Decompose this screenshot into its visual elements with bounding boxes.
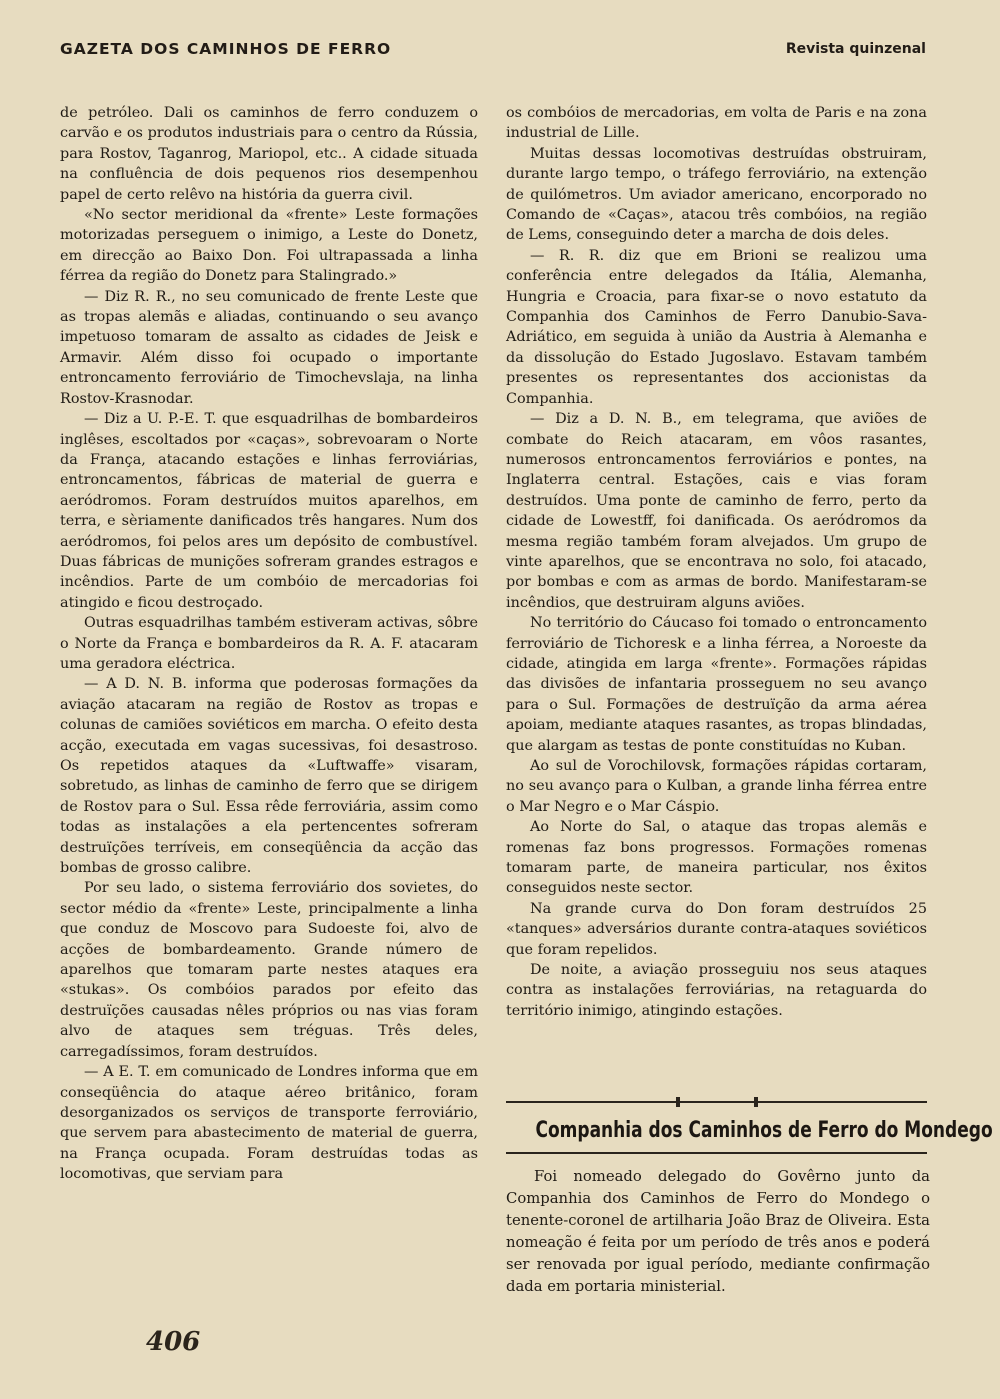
paragraph: Muitas dessas locomotivas destruídas obstruiram, durante largo tempo, o tráfego ferroviário, na extenção de quilómetros. Um aviador americano, encorporado no Comando de «Caças», atacou três combóios, na região de Lems, conseguindo deter a marcha de dois deles.: [506, 145, 927, 244]
paragraph: de petróleo. Dali os caminhos de ferro conduzem o carvão e os produtos industriais para o centro da Rússia, para Rostov, Taganrog, Mariopol, etc.. A cidade situada na confluência de dois pequenos rios desempenhou papel de certo relêvo na história da guerra civil.: [60, 105, 478, 203]
paragraph: — Diz a U. P.-E. T. que esquadrilhas de bombardeiros inglêses, escoltados por «caças», sobrevoaram o Norte da França, atacando estações e linhas ferroviárias, entroncamentos, fábricas de material de guerra e aeródromos. Foram destruídos muitos aparelhos, em terra, e sèriamente danificados três hangares. Num dos aeródromos, foi pelos ares um depósito de combustível. Duas fábricas de munições sofreram grandes estragos e incêndios. Parte de um combóio de mercadorias foi atingido e ficou destroçado.: [60, 411, 478, 611]
paragraph: Por seu lado, o sistema ferroviário dos sovietes, do sector médio da «frente» Leste, principalmente a linha que conduz de Moscovo para Sudoeste foi, alvo de acções de bombardeamento. Grande número de aparelhos que tomaram parte nestes ataques era «stukas». Os combóios parados por efeito das destruïções causadas nêles próprios ou nas vias foram alvo de ataques sem tréguas. Três deles, carregadíssimos, foram destruídos.: [60, 880, 478, 1060]
paragraph: Ao sul de Vorochilovsk, formações rápidas cortaram, no seu avanço para o Kulban, a grande linha férrea entre o Mar Negro e o Mar Cáspio.: [506, 758, 927, 815]
separator-line: [506, 1101, 927, 1103]
paragraph: Na grande curva do Don foram destruídos 25 «tanques» adversários durante contra-ataques soviéticos que foram repelidos.: [506, 900, 927, 958]
paragraph: Outras esquadrilhas também estiveram activas, sôbre o Norte da França e bombardeiros da R. A. F. atacaram uma geradora eléctrica.: [60, 615, 478, 672]
paragraph: Ao Norte do Sal, o ataque das tropas alemãs e romenas faz bons progressos. Formações romenas tomaram parte, de maneira particular, nos êxitos conseguidos neste sector.: [506, 819, 927, 897]
paragraph: No território do Cáucaso foi tomado o entroncamento ferroviário de Tichoresk e a linha férrea, a Noroeste da cidade, atingida em larga «frente». Formações rápidas das divisões de infantaria prosseguem no seu avanço para o Sul. Formações de destruïção da arma aérea apoiam, mediante ataques rasantes, as tropas blindadas, que alargam as testas de ponte constituídas no Kuban.: [506, 615, 927, 754]
paragraph: — A D. N. B. informa que poderosas formações da aviação atacaram na região de Rostov as tropas e colunas de camiões soviéticos em marcha. O efeito desta acção, executada em vagas sucessivas, foi desastroso. Os repetidos ataques da «Luftwaffe» visaram, sobretudo, as linhas de caminho de ferro que se dirigem de Rostov para o Sul. Essa rêde ferroviária, assim como todas as instalações a ela pertencentes sofreram destruïções terríveis, em conseqüência da acção das bombas de grosso calibre.: [60, 676, 478, 877]
paragraph: — Diz a D. N. B., em telegrama, que aviões de combate do Reich atacaram, em vôos rasantes, numerosos entroncamentos ferroviários e pontes, na Inglaterra central. Estações, cais e vias foram destruídos. Uma ponte de caminho de ferro, perto da cidade de Lowestff, foi danificada. Os aeródromos da mesma região também foram alvejados. Um grupo de vinte aparelhos, que se encontrava no solo, foi atacado, por bombas e com as armas de bordo. Manifestaram-se incêndios, que destruiram alguns aviões.: [506, 411, 927, 611]
separator-mark: [676, 1097, 680, 1107]
section-heading: Companhia dos Caminhos de Ferro do Mondego: [535, 1118, 993, 1143]
paragraph: — A E. T. em comunicado de Londres informa que em conseqüência do ataque aéreo britânico, foram desorganizados os serviços de transporte ferroviário, que servem para abastecimento de material de guerra, na França ocupada. Foram destruídas todas as locomotivas, que serviam para: [60, 1064, 478, 1183]
separator-mark: [754, 1097, 758, 1107]
section-separator: [506, 1097, 927, 1107]
heading-rule: [506, 1152, 927, 1154]
section-body: [506, 1166, 930, 1298]
paragraph: Foi nomeado delegado do Govêrno junto da Companhia dos Caminhos de Ferro do Mondego o tenente-coronel de artilharia João Braz de Oliveira. Esta nomeação é feita por um período de três anos e poderá ser renovada por igual período, mediante confirmação dada em portaria ministerial.: [506, 1168, 930, 1295]
paragraph: os combóios de mercadorias, em volta de Paris e na zona industrial de Lille.: [506, 105, 927, 142]
left-column: [60, 103, 478, 1185]
paragraph: — R. R. diz que em Brioni se realizou uma conferência entre delegados da Itália, Alemanha, Hungria e Croacia, para fixar-se o novo estatuto da Companhia dos Caminhos de Ferro Danubio-Sava-Adriático, em seguida à união da Austria à Alemanha e da dissolução do Estado Jugoslavo. Estavam também presentes os representantes dos accionistas da Companhia.: [506, 247, 927, 407]
journal-subtitle: Revista quinzenal: [785, 41, 926, 57]
page-number: 406: [146, 1327, 201, 1357]
journal-title: GAZETA DOS CAMINHOS DE FERRO: [60, 40, 392, 58]
right-column: [506, 103, 927, 1021]
paragraph: De noite, a aviação prosseguiu nos seus ataques contra as instalações ferroviárias, na retaguarda do território inimigo, atingindo estações.: [506, 962, 927, 1019]
paragraph: — Diz R. R., no seu comunicado de frente Leste que as tropas alemãs e aliadas, continuando o seu avanço impetuoso tomaram de assalto as cidades de Jeisk e Armavir. Além disso foi ocupado o importante entroncamento ferroviário de Timochevslaja, na linha Rostov-Krasnodar.: [60, 288, 478, 407]
paragraph: «No sector meridional da «frente» Leste formações motorizadas perseguem o inimigo, a Leste do Donetz, em direcção ao Baixo Don. Foi ultrapassada a linha férrea da região do Donetz para Stalingrado.»: [60, 207, 478, 285]
